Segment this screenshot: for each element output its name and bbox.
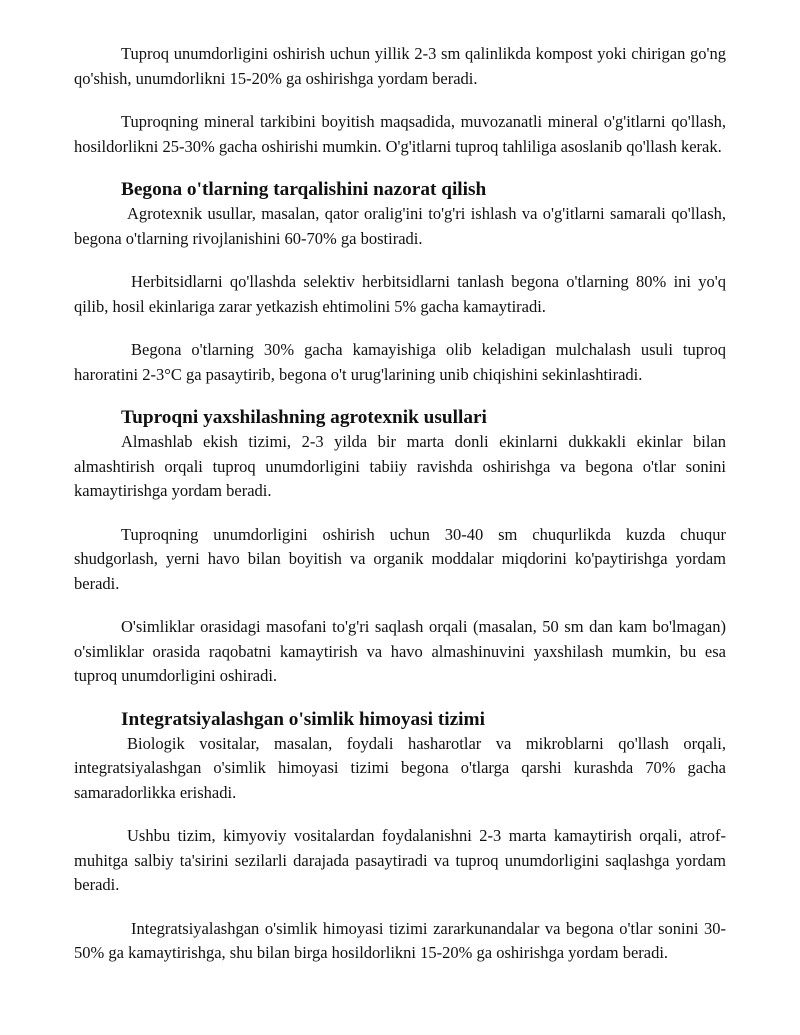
paragraph: Almashlab ekish tizimi, 2-3 yilda bir marta donli ekinlarni dukkakli ekinlar bilan almashtirish orqali tuproq unumdorligini tabiiy ravishda oshirishga va begona o'tlar sonini kamaytirishga yordam beradi. bbox=[74, 432, 726, 500]
paragraph: Begona o'tlarning 30% gacha kamayishiga olib keladigan mulchalash usuli tuproq haroratini 2-3°C ga pasaytirib, begona o't urug'larining unib chiqishini sekinlashtiradi. bbox=[74, 340, 726, 384]
paragraph: Integratsiyalashgan o'simlik himoyasi tizimi zararkunandalar va begona o'tlar sonini 30-50% ga kamaytirishga, shu bilan birga hosildorlikni 15-20% ga oshirishga yordam beradi. bbox=[74, 918, 726, 962]
paragraph: Tuproq unumdorligini oshirish uchun yillik 2-3 sm qalinlikda kompost yoki chirigan go'ng qo'shish, unumdorlikni 15-20% ga oshirishga yordam beradi. bbox=[74, 44, 726, 88]
section-heading: Tuproqni yaxshilashning agrotexnik usullari bbox=[121, 407, 487, 428]
paragraph: Ushbu tizim, kimyoviy vositalardan foydalanishni 2-3 marta kamaytirish orqali, atrof-muhitga salbiy ta'sirini sezilarli darajada pasaytiradi va tuproq unumdorligini saqlashga yordam beradi. bbox=[74, 826, 726, 894]
paragraph: Herbitsidlarni qo'llashda selektiv herbitsidlarni tanlash begona o'tlarning 80% ini yo'q qilib, hosil ekinlariga zarar yetkazish ehtimolini 5% gacha kamaytiradi. bbox=[74, 272, 726, 316]
paragraph: Tuproqning mineral tarkibini boyitish maqsadida, muvozanatli mineral o'g'itlarni qo'llash, hosildorlikni 25-30% gacha oshirishi mumkin. O'g'itlarni tuproq tahliliga asoslanib qo'llash kerak. bbox=[74, 112, 726, 156]
paragraph: Tuproqning unumdorligini oshirish uchun 30-40 sm chuqurlikda kuzda chuqur shudgorlash, yerni havo bilan boyitish va organik moddalar miqdorini ko'paytirishga yordam beradi. bbox=[74, 524, 726, 593]
section-heading: Begona o'tlarning tarqalishini nazorat qilish bbox=[121, 179, 487, 200]
paragraph: Agrotexnik usullar, masalan, qator oralig'ini to'g'ri ishlash va o'g'itlarni samarali qo'llash, begona o'tlarning rivojlanishini 60-70% ga bostiradi. bbox=[74, 204, 726, 248]
section-heading: Integratsiyalashgan o'simlik himoyasi tizimi bbox=[121, 708, 485, 730]
document-page bbox=[74, 42, 726, 966]
paragraph: O'simliklar orasidagi masofani to'g'ri saqlash orqali (masalan, 50 sm dan kam bo'lmagan) o'simliklar orasida raqobatni kamaytirish va havo almashinuvini yaxshilash mumkin, bu esa tuproq unumdorligini oshiradi. bbox=[74, 617, 726, 685]
paragraph: Biologik vositalar, masalan, foydali hasharotlar va mikroblarni qo'llash orqali, integratsiyalashgan o'simlik himoyasi tizimi begona o'tlarga qarshi kurashda 70% gacha samaradorlikka erishadi. bbox=[74, 733, 726, 802]
